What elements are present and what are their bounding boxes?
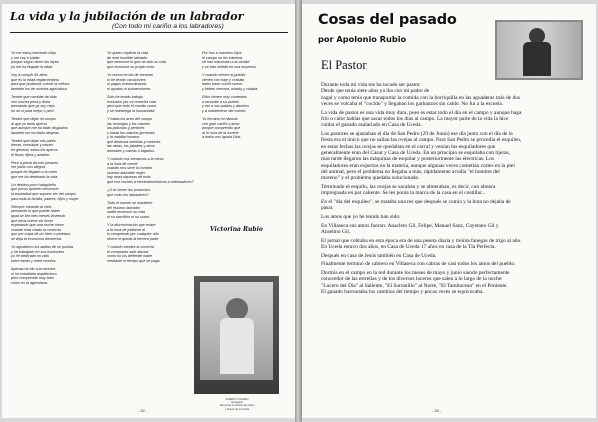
stanza: Yo termino mi historia con gran cariño y amor porque comprendo que al lo hora de la muerte a todos nos iguala Dios. [202, 116, 242, 140]
stanza: Y cuando nos sentamos a la mesa a la hora de comer cuando nos sirve la comida nuestra adorable mujer hay otras riquezas de toda que con coches a electrodomésticos a ordenadores? [107, 157, 194, 184]
stanza: Yo agradezco los saldos de mi puebla y he trabajado en sus horizontes yo he dedicado mi vida entre lianas y entre montes. [11, 245, 74, 263]
left-page [2, 4, 295, 418]
poem-column-2 [107, 51, 195, 267]
paragraph: Después en casa de Jesús también en Casa de Uceda. [321, 252, 437, 259]
photo-scene [200, 282, 273, 380]
stanza: Ellos vienen muy contentos a recordar a su pueblo y ser a sus padres y abuelos y a mantenerse del cuento. [202, 94, 249, 113]
pastor-photo [495, 20, 583, 80]
paragraph: Los amos que yo he tenido han sido: [321, 214, 401, 221]
photo-figure [220, 318, 254, 374]
page-gutter [295, 0, 302, 422]
poem-column-1 [11, 51, 99, 289]
stanza: Sólo he tenido trabajo exclusivo por mi cosecha criar pero que todo el mundo coma y se mantenga la humanidad. [107, 94, 157, 113]
stanza: Y cuando vienen al pueblo vienen con traje y corbata todos traen coche nuevo y beben cerveza, whisky y cubata. [202, 72, 259, 91]
title-rule [10, 32, 288, 33]
paragraph: El jornal que cobraba en esta época era de una peseta diaria y treinta fanegas de trigo al año. En Uceda estuvo dos años, en Casa de Uceda 17 años en casa de la Tía Perfecta. [321, 237, 522, 250]
stanza: Tendré que cambiar de vida con mucha pena y dolor pensando que ya soy viejo no se si para mejor o peor. [11, 94, 57, 113]
article-body [321, 82, 585, 298]
stanza: Yo nunca he ido de veraneo ni he tenido vacaciones ni pagas extraordinarias ni ayudas ni subvenciones. [107, 72, 153, 91]
page-number-left: - 52 - [138, 408, 148, 413]
right-page-byline: por Apolonio Rubio [318, 34, 407, 44]
stanza: Yo quiero explicar la vida de este humilde labrador que reconoce lo que ha sido su vida que reconoce su propio error. [107, 51, 167, 69]
paragraph: En el "día del esquileo", se mataba una res que después se comía y la bota no dejaba de pasar. [321, 199, 511, 212]
stanza: Voy a cumplir 65 años que es la edad reglamentaria para que podamos cobrar la señora también los de nuestra agricultura. [11, 72, 70, 91]
paragraph: Durante toda mi vida me ha tocado ser pastor. Desde que tenía siete años ya iba con mi padre de zagal y como tenía que transportar la comida con la borriquilla en las aguaderas más de dos veces se volcaba el "cocido" y llegaban los garbanzos sin caldo. No fui a la escuela. [321, 82, 520, 108]
photo-head [226, 298, 248, 320]
left-page-title: La vida y la jubilación de un labrador [10, 9, 244, 23]
right-page [302, 4, 596, 418]
photo-figure [523, 42, 551, 76]
stanza: Tendré que dejar mis pares tierras, remolque y tractor en general, todos los aperos el fiscal, tijera y azadón. [11, 138, 58, 157]
left-page-subtitle: (Con todo mi cariño a los labradores) [112, 23, 224, 30]
stanza: Pero a pesar de mis pesares me jubilo con alegría porque he llegado a la meta que me ha destinado la vida. [11, 160, 59, 179]
page-number-right: - 53 - [432, 408, 442, 413]
right-page-title: Cosas del pasado [318, 12, 457, 28]
paragraph: Terminado el esquilo, las ovejas se sacaban y se almeraban, es decir, con almera impregnada en par caliente. Se les ponía la marca de la casa en el costillar... [321, 184, 496, 197]
stanza: Tendré que dejar mi campo al que yo tanto quería que aunque me ha dado disgustos también me ha dado alegrías. [11, 116, 68, 135]
stanza: Y cuando vendes la cosecha el comprador sale abusar como no los defiende nadie mediante el tiempo que se paga. [107, 245, 161, 263]
paragraph: Los pastores se ajustaban el día de San Pedro (29 de Junio) ese día junto con el día de la fiesta era el único que no salían las ovejas al campo. Para San Pedro se procedía el esquileo, en estas fechas las ovejas se quedaban en el corral y venían los esquiladores que generalmente eran del Casar y Casa de Uceda. En un principio se esquilaba con tijeras, más tarde llegaron las máquinas de esquilar y posteriormente las eléctricas. Los esquiladores eran expertos en la materia, aunque algunas veces cometían cortes en la piel del animal, pero el problema no llegaba a más, rápidamente acudía "el hombre del moreno" y el problema quedaba solucionado. [321, 131, 522, 182]
stanza: Y hasta los aves del campo las hormigas y los ratones las palomas y perdices y hasta los mismos gorriones y la maldita hurraca que destroza semillas y melones las ranas, los jabalíes y otros animales y cabras o lagartos. [107, 116, 161, 153]
stanza: Todo el mundo se mantiene del esclavo labrador nadie reconoce su vida ni su sacrificio ni su sudor. [107, 201, 153, 219]
poem-author: Victorina Rubio [210, 226, 263, 233]
paragraph: Finalmente terminó de cabrero en Villaseca con cabras de casi todos los amos del pueblo. [321, 261, 516, 268]
paragraph: La vida de pastor es una vida muy dura, pues es estar todo el día en el campo y aunque haga frío o calor habías que sacar todos los días al campo. La mayor parte de la vida la hice cuidar el ganado asalariado en Casa de Uceda. [321, 109, 522, 129]
paragraph: En Villaseca sus amos fueron: Anacleto Gil, Felipe, Manuel Sanz, Cayetano Gil y Anselmo Gil. [321, 222, 499, 235]
stanza: Apenas he ido a la escuela ni he estudiado arquitectura pero comprendo muy bien cómo es la agricultura. [11, 267, 57, 285]
stanza: Un destino poco halagüeño que pocos quieren reconocer la esclavitud que supone ser del campo para toda la familia, padres, hijos y mujer. [11, 182, 80, 201]
section-heading: El Pastor [321, 58, 367, 72]
photo-caption: ALBERTO VALERO Simagario Recuerdo de familia del padre y abuelo de la familia [219, 398, 255, 411]
stanza: Y la discriminación que existe a la hora de jubilarse al lo comprendo por cualquier año ofrece le queda la tercera parte. [107, 223, 160, 241]
author-photo [194, 276, 279, 394]
stanza: Por eso a nuestros hijos el campo no les interesa se han marchado a la ciudad y se han metido en una empresa. [202, 51, 257, 69]
stanza: ¿O te sirven los productos que crían los labradores? [107, 188, 151, 197]
paragraph: Dormía en el campo en la red durante los meses de mayo y junio siendo perfectamente conocedor de las estrellas y de los diversos luceros que salen a lo largo de la noche: "Lucero del Día" al Saliente, "El Sarranillo" al Norte, "El Tambucean" en el Poniente. El ganado barruntaba los cambios del tiempo y pocas veces se equivocaba. [321, 269, 510, 295]
poem-column-3 [202, 51, 290, 143]
stanza: Yo me estoy haciendo viejo y me voy a jubilar porque según dicen las leyes ya me ha llegado la edad. [11, 51, 59, 69]
stanza: Siempre mirando al cielo pensando lo que puede haber igual se tira mes meses lloviendo que otros nueve sin llover esperando que una noche nieve cuando está criado la cosecha que por culpa de un hielo o pedrisco se deja la economía deshecha. [11, 204, 71, 241]
